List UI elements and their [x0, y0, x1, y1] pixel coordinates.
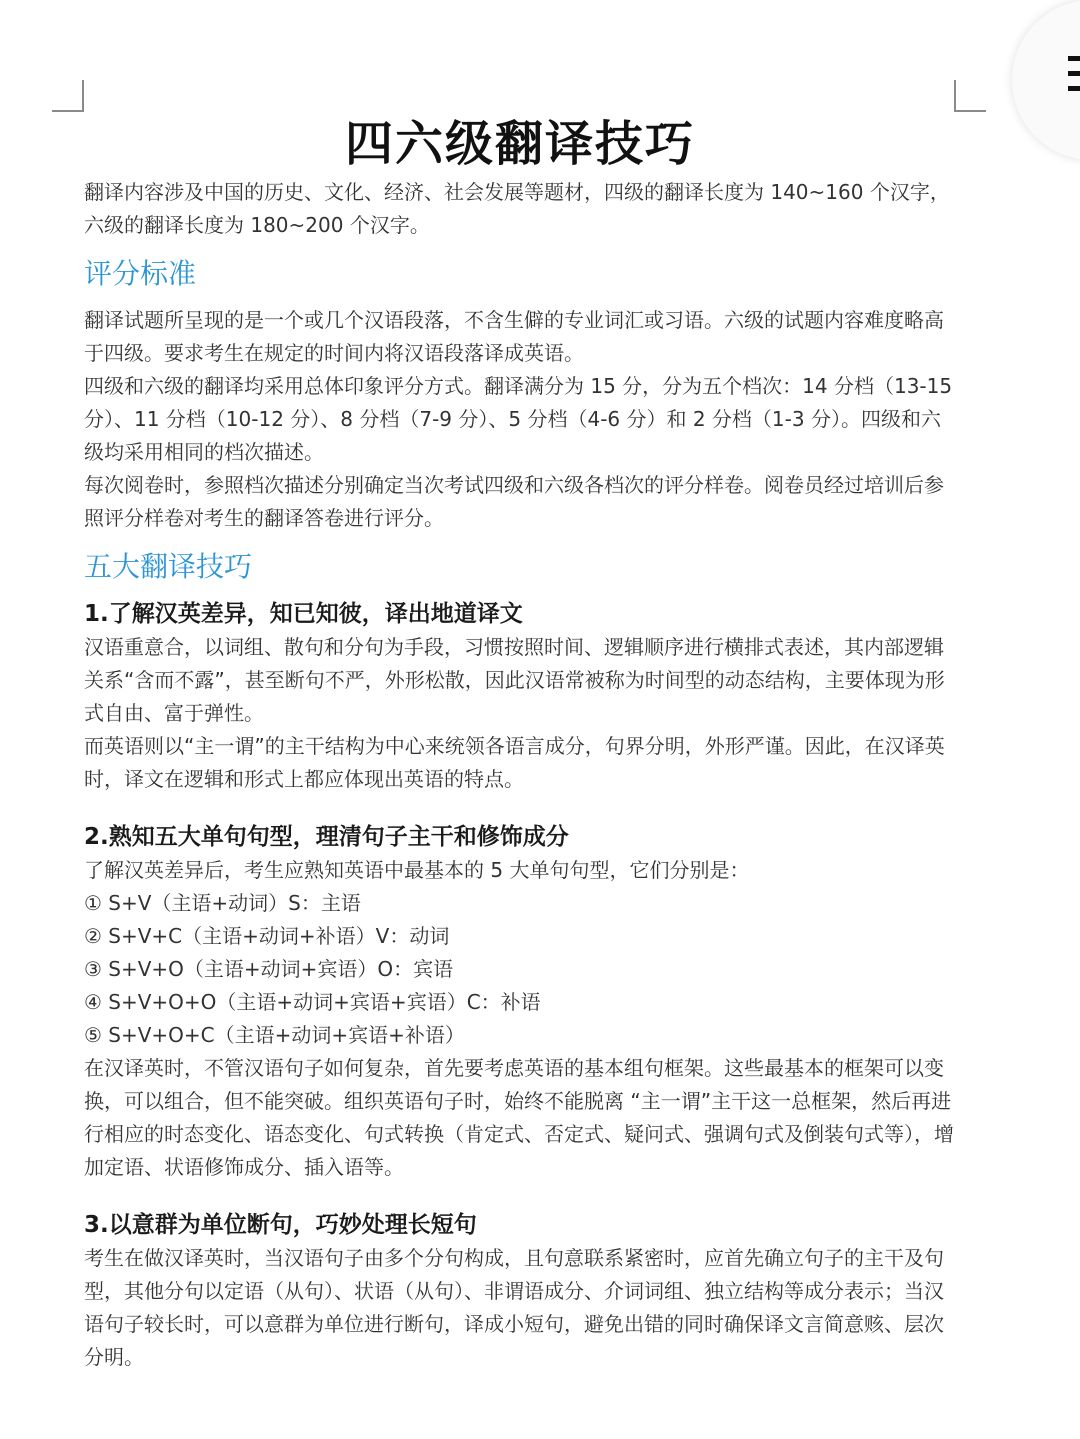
sentence-pattern-1: ① S+V（主语+动词）S：主语 [84, 891, 361, 915]
tip3-title: 3.以意群为单位断句，巧妙处理长短句 [84, 1212, 477, 1238]
tip2-conclusion: 在汉译英时，不管汉语句子如何复杂，首先要考虑英语的基本组句框架。这些最基本的框架可以变换，可以组合，但不能突破。组织英语句子时，始终不能脱离 “主一谓”主干这一总框架，然后再进行相应的时态变化、语态变化、句式转换（肯定式、否定式、疑问式、强调句式及倒装句式等），增加定语、状语修饰成分、插入语等。 [84, 1056, 954, 1179]
page-title: 四六级翻译技巧 [344, 116, 695, 172]
document-body [84, 176, 956, 1374]
tip1-paragraph-1: 汉语重意合，以词组、散句和分句为手段，习惯按照时间、逻辑顺序进行横排式表述，其内部逻辑关系“含而不露”，甚至断句不严，外形松散，因此汉语常被称为时间型的动态结构，主要体现为形式自由、富于弹性。 [84, 635, 945, 725]
crop-mark-left [52, 80, 84, 112]
tip3-paragraph: 考生在做汉译英时，当汉语句子由多个分句构成，且句意联系紧密时，应首先确立句子的主干及句型，其他分句以定语（从句）、状语（从句）、非谓语成分、介词词组、独立结构等成分表示；当汉语句子较长时，可以意群为单位进行断句，译成小短句，避免出错的同时确保译文言简意赅、层次分明。 [84, 1246, 944, 1369]
sentence-pattern-2: ② S+V+C（主语+动词+补语）V：动词 [84, 924, 450, 948]
sentence-pattern-3: ③ S+V+O（主语+动词+宾语）O：宾语 [84, 957, 454, 981]
scoring-paragraph-2: 四级和六级的翻译均采用总体印象评分方式。翻译满分为 15 分，分为五个档次：14 分档（13-15 分）、11 分档（10-12 分）、8 分档（7-9 分）、5 分档（4-6 分）和 2 分档（1-3 分）。四级和六级均采用相同的档次描述。 [84, 374, 953, 464]
scoring-heading: 评分标准 [84, 257, 197, 290]
scoring-paragraph-1: 翻译试题所呈现的是一个或几个汉语段落，不含生僻的专业词汇或习语。六级的试题内容难度略高于四级。要求考生在规定的时间内将汉语段落译成英语。 [84, 308, 944, 365]
tip1-paragraph-2: 而英语则以“主一谓”的主干结构为中心来统领各语言成分，句界分明，外形严谨。因此，在汉译英时，译文在逻辑和形式上都应体现出英语的特点。 [84, 734, 945, 791]
intro-paragraph: 翻译内容涉及中国的历史、文化、经济、社会发展等题材，四级的翻译长度为 140~160 个汉字，六级的翻译长度为 180~200 个汉字。 [84, 180, 950, 237]
tip1-title: 1.了解汉英差异，知已知彼，译出地道译文 [84, 601, 523, 627]
scoring-paragraph-3: 每次阅卷时，参照档次描述分别确定当次考试四级和六级各档次的评分样卷。阅卷员经过培训后参照评分样卷对考生的翻译答卷进行评分。 [84, 473, 944, 530]
tip2-intro: 了解汉英差异后，考生应熟知英语中最基本的 5 大单句句型，它们分别是： [84, 858, 750, 882]
crop-mark-right [954, 80, 986, 112]
menu-icon [1068, 56, 1080, 92]
sentence-pattern-4: ④ S+V+O+O（主语+动词+宾语+宾语）C：补语 [84, 990, 541, 1014]
sentence-pattern-5: ⑤ S+V+O+C（主语+动词+宾语+补语） [84, 1023, 465, 1047]
tip2-title: 2.熟知五大单句句型，理清句子主干和修饰成分 [84, 824, 569, 850]
tips-heading: 五大翻译技巧 [84, 550, 253, 583]
